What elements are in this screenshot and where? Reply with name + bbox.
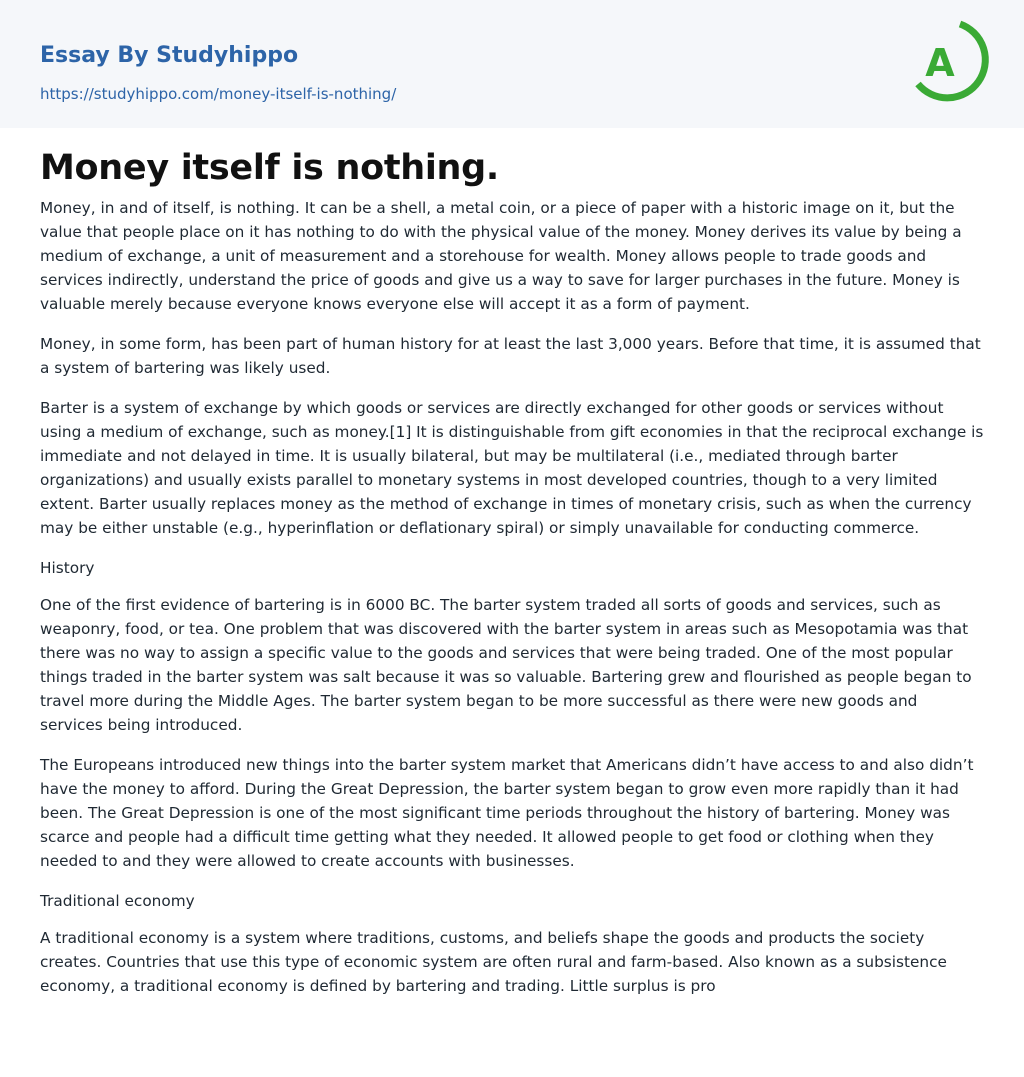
site-header bbox=[0, 0, 1024, 128]
essay-paragraph: Money, in and of itself, is nothing. It can be a shell, a metal coin, or a piece of paper with a historic image on it, but the value that people place on it has nothing to do with the physical value of the money. Money derives its value by being a medium of exchange, a unit of measurement and a storehouse for wealth. Money allows people to trade goods and services indirectly, understand the price of goods and give us a way to save for larger purchases in the future. Money is valuable merely because everyone knows everyone else will accept it as a form of payment. bbox=[40, 199, 962, 313]
section-heading-traditional-economy: Traditional economy bbox=[40, 892, 195, 910]
essay-paragraph: The Europeans introduced new things into the barter system market that Americans didn’t have access to and also didn’t have the money to afford. During the Great Depression, the barter system began to grow even more rapidly than it had been. The Great Depression is one of the most significant time periods throughout the history of bartering. Money was scarce and people had a difficult time getting what they needed. It allowed people to get food or clothing when they needed to and they were allowed to create accounts with businesses. bbox=[40, 756, 974, 870]
logo-letter: A bbox=[925, 41, 955, 85]
source-url-link[interactable]: https://studyhippo.com/money-itself-is-nothing/ bbox=[40, 85, 397, 103]
essay-paragraph: A traditional economy is a system where traditions, customs, and beliefs shape the goods and products the society creates. Countries that use this type of economic system are often rural and farm-based. Also known as a subsistence economy, a traditional economy is defined by bartering and trading. Little surplus is pro bbox=[40, 929, 947, 995]
section-heading-history: History bbox=[40, 559, 95, 577]
studyhippo-logo-icon[interactable] bbox=[910, 18, 990, 108]
essay-content bbox=[0, 128, 1024, 998]
essay-paragraph: Money, in some form, has been part of human history for at least the last 3,000 years. Before that time, it is assumed that a system of bartering was likely used. bbox=[40, 335, 981, 377]
brand-title: Essay By Studyhippo bbox=[40, 43, 299, 68]
essay-title: Money itself is nothing. bbox=[40, 148, 499, 188]
essay-paragraph: One of the first evidence of bartering is in 6000 BC. The barter system traded all sorts of goods and services, such as weaponry, food, or tea. One problem that was discovered with the barter system in areas such as Mesopotamia was that there was no way to assign a specific value to the goods and services that were being traded. One of the most popular things traded in the barter system was salt because it was so valuable. Bartering grew and flourished as people began to travel more during the Middle Ages. The barter system began to be more successful as there were new goods and services being introduced. bbox=[40, 596, 972, 734]
essay-paragraph: Barter is a system of exchange by which goods or services are directly exchanged for other goods or services without using a medium of exchange, such as money.[1] It is distinguishable from gift economies in that the reciprocal exchange is immediate and not delayed in time. It is usually bilateral, but may be multilateral (i.e., mediated through barter organizations) and usually exists parallel to monetary systems in most developed countries, though to a very limited extent. Barter usually replaces money as the method of exchange in times of monetary crisis, such as when the currency may be either unstable (e.g., hyperinflation or deflationary spiral) or simply unavailable for conducting commerce. bbox=[40, 399, 984, 537]
